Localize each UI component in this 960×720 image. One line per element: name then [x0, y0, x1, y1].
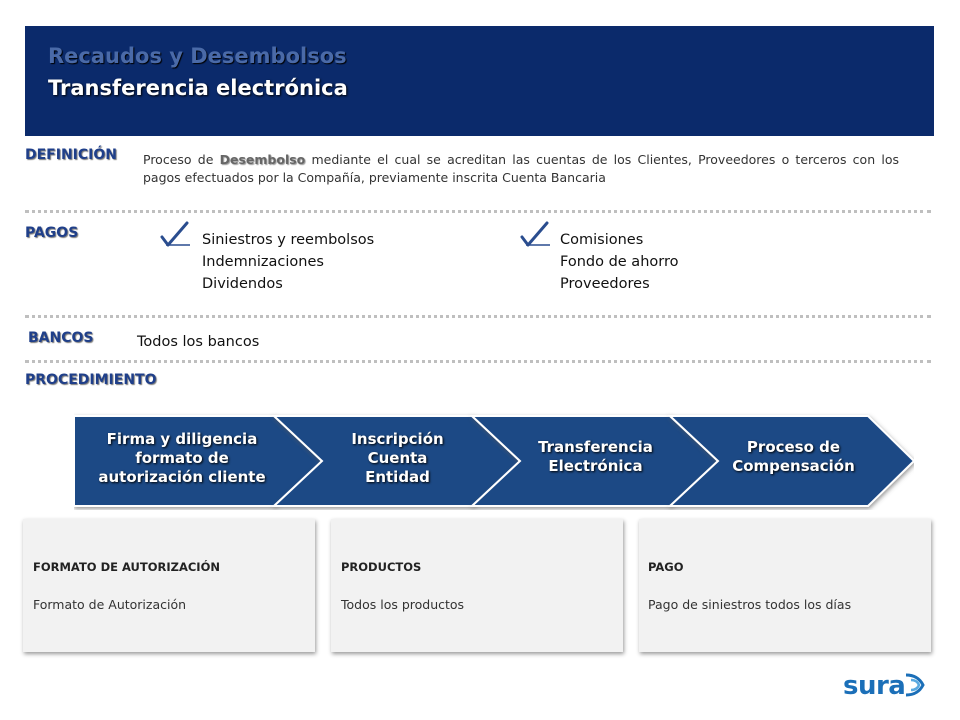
process-step-4 — [716, 438, 871, 476]
sura-logo-icon — [902, 670, 928, 700]
section-divider — [25, 315, 931, 318]
process-step-line: Transferencia — [538, 438, 653, 456]
card-text: Formato de Autorización — [33, 597, 187, 612]
card-title: PRODUCTOS — [341, 560, 422, 574]
process-step-line: Firma y diligencia — [106, 430, 258, 448]
card-text: Pago de siniestros todos los días — [648, 597, 852, 612]
page-subtitle: Transferencia electrónica — [48, 76, 348, 100]
payments-list-right — [560, 229, 678, 295]
card-formato — [23, 519, 315, 652]
process-step-line: Entidad — [365, 468, 430, 486]
section-divider — [25, 210, 931, 213]
process-step-line: Inscripción — [351, 430, 444, 448]
process-step-line: Compensación — [732, 457, 855, 475]
section-label-pagos: PAGOS — [25, 225, 79, 241]
page-title: Recaudos y Desembolsos — [48, 44, 347, 68]
definition-text-before: Proceso de — [143, 152, 220, 167]
process-step-line: Cuenta — [367, 449, 428, 467]
list-item: Comisiones — [560, 232, 644, 248]
list-item: Fondo de ahorro — [560, 254, 679, 270]
process-step-line: Proceso de — [746, 438, 841, 456]
section-label-definicion: DEFINICIÓN — [25, 147, 117, 163]
check-pen-icon — [520, 221, 552, 247]
card-title: FORMATO DE AUTORIZACIÓN — [33, 560, 220, 574]
process-step-3 — [518, 438, 673, 476]
section-label-procedimiento: PROCEDIMIENTO — [25, 372, 157, 388]
section-divider — [25, 360, 931, 363]
check-pen-icon — [160, 221, 192, 247]
definition-text — [143, 151, 899, 187]
list-item: Siniestros y reembolsos — [202, 232, 375, 248]
list-item: Dividendos — [202, 276, 283, 292]
definition-text-after: mediante el cual se acreditan las cuentas de los Clientes, Proveedores o terceros con los pagos efectuados por la Compañía, previamente inscrita Cuenta Bancaria — [143, 152, 899, 185]
list-item: Proveedores — [560, 276, 650, 292]
process-step-line: Electrónica — [548, 457, 643, 475]
card-pago — [639, 519, 931, 652]
process-step-line: formato de — [135, 449, 229, 467]
card-text: Todos los productos — [341, 597, 465, 612]
process-step-2 — [320, 430, 475, 487]
sura-logo: sura — [843, 671, 906, 701]
process-step-line: autorización cliente — [98, 468, 266, 486]
payments-list-left — [202, 229, 374, 295]
section-label-bancos: BANCOS — [28, 330, 94, 346]
process-step-1 — [82, 430, 282, 487]
card-productos — [331, 519, 623, 652]
banks-text: Todos los bancos — [137, 334, 260, 350]
definition-highlight: Desembolso — [219, 152, 306, 167]
list-item: Indemnizaciones — [202, 254, 324, 270]
card-title: PAGO — [648, 560, 684, 574]
